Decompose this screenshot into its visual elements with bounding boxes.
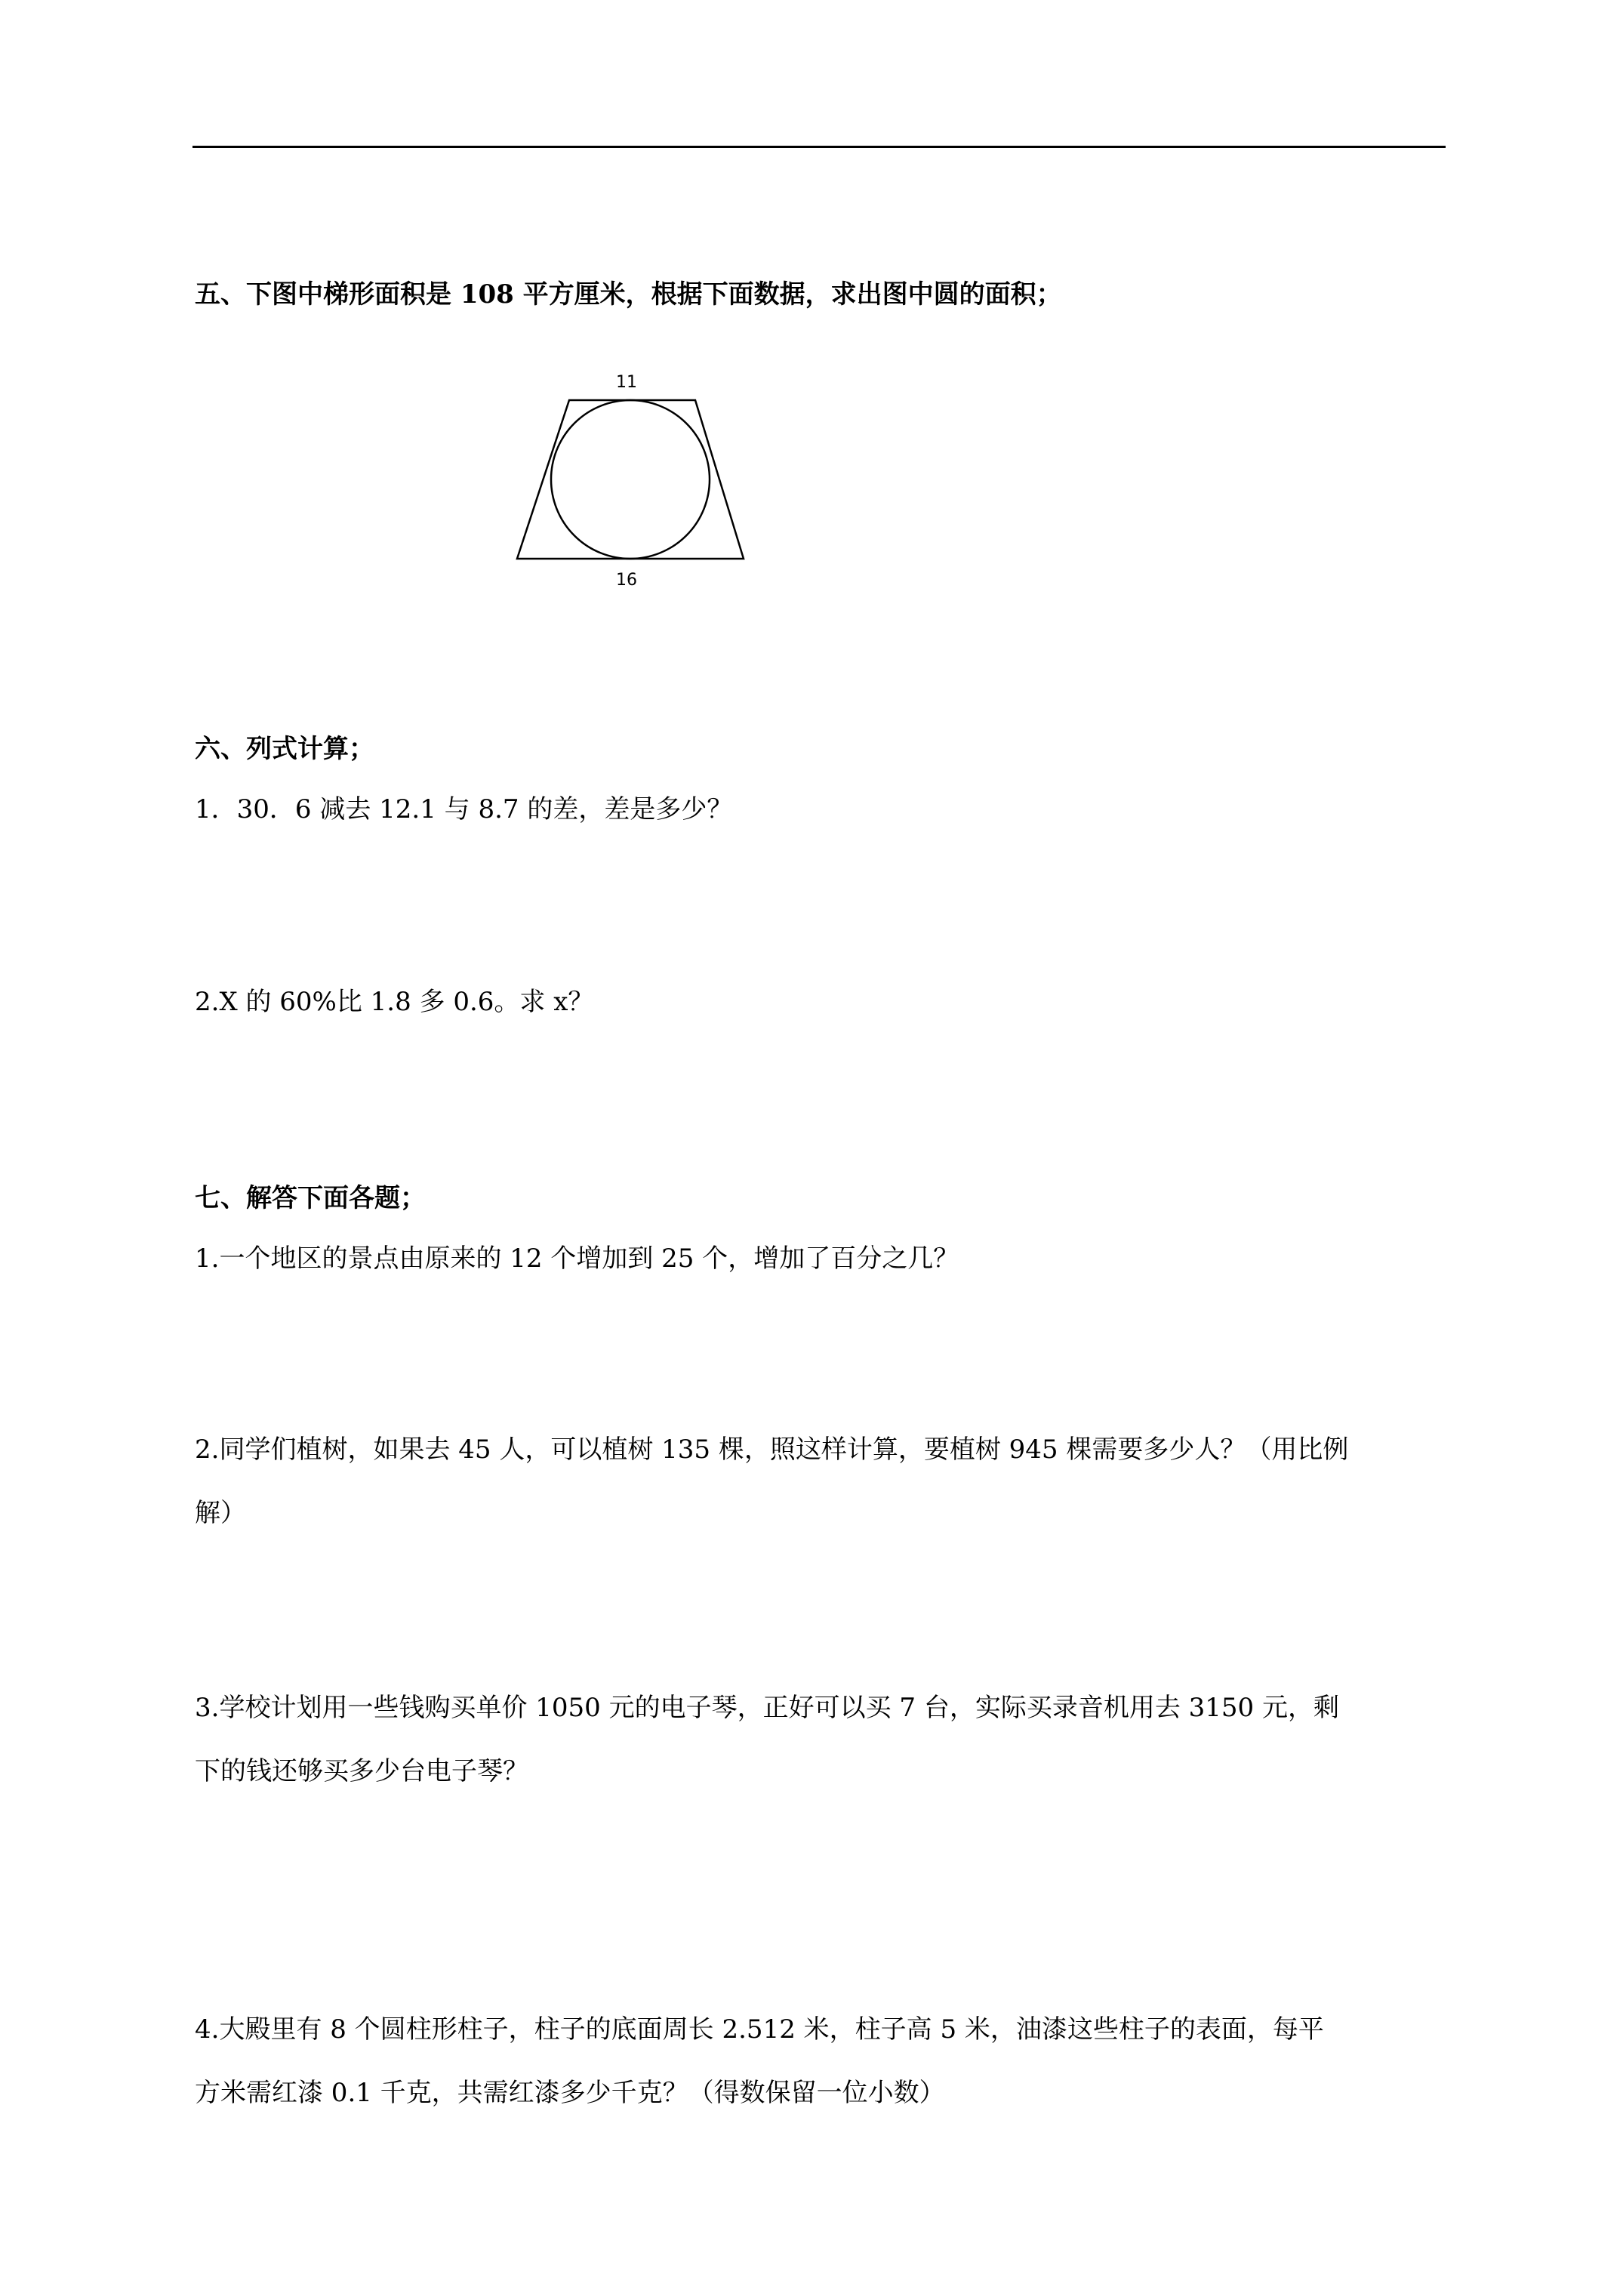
- section6-q1: 1．30．6 减去 12.1 与 8.7 的差，差是多少？: [195, 794, 733, 824]
- section7-heading: 七、解答下面各题；: [195, 1183, 426, 1213]
- section5-heading: 五、下图中梯形面积是 108 平方厘米，根据下面数据，求出图中圆的面积；: [195, 279, 1062, 310]
- trapezoid-circle-figure: [506, 359, 755, 600]
- section7-q2-line2: 解）: [195, 1498, 246, 1528]
- section7-q1: 1.一个地区的景点由原来的 12 个增加到 25 个，增加了百分之几？: [195, 1244, 959, 1274]
- section6-q2: 2.X 的 60%比 1.8 多 0.6。求 x？: [195, 987, 594, 1017]
- section7-q4-line1: 4.大殿里有 8 个圆柱形柱子，柱子的底面周长 2.512 米，柱子高 5 米，油漆这些柱子的表面，每平: [195, 2014, 1324, 2045]
- header-rule: [192, 146, 1446, 148]
- section6-heading: 六、列式计算；: [195, 734, 374, 764]
- section7-q3-line1: 3.学校计划用一些钱购买单价 1050 元的电子琴，正好可以买 7 台，实际买录音机用去 3150 元，剩: [195, 1693, 1339, 1723]
- inscribed-circle: [551, 400, 710, 559]
- bottom-base-label: 16: [616, 571, 637, 590]
- top-base-label: 11: [616, 373, 637, 392]
- section7-q2-line1: 2.同学们植树，如果去 45 人，可以植树 135 棵，照这样计算，要植树 945 棵需要多少人？（用比例: [195, 1435, 1349, 1465]
- section7-q3-line2: 下的钱还够买多少台电子琴？: [195, 1756, 528, 1786]
- section7-q4-line2: 方米需红漆 0.1 千克，共需红漆多少千克？（得数保留一位小数）: [195, 2078, 945, 2108]
